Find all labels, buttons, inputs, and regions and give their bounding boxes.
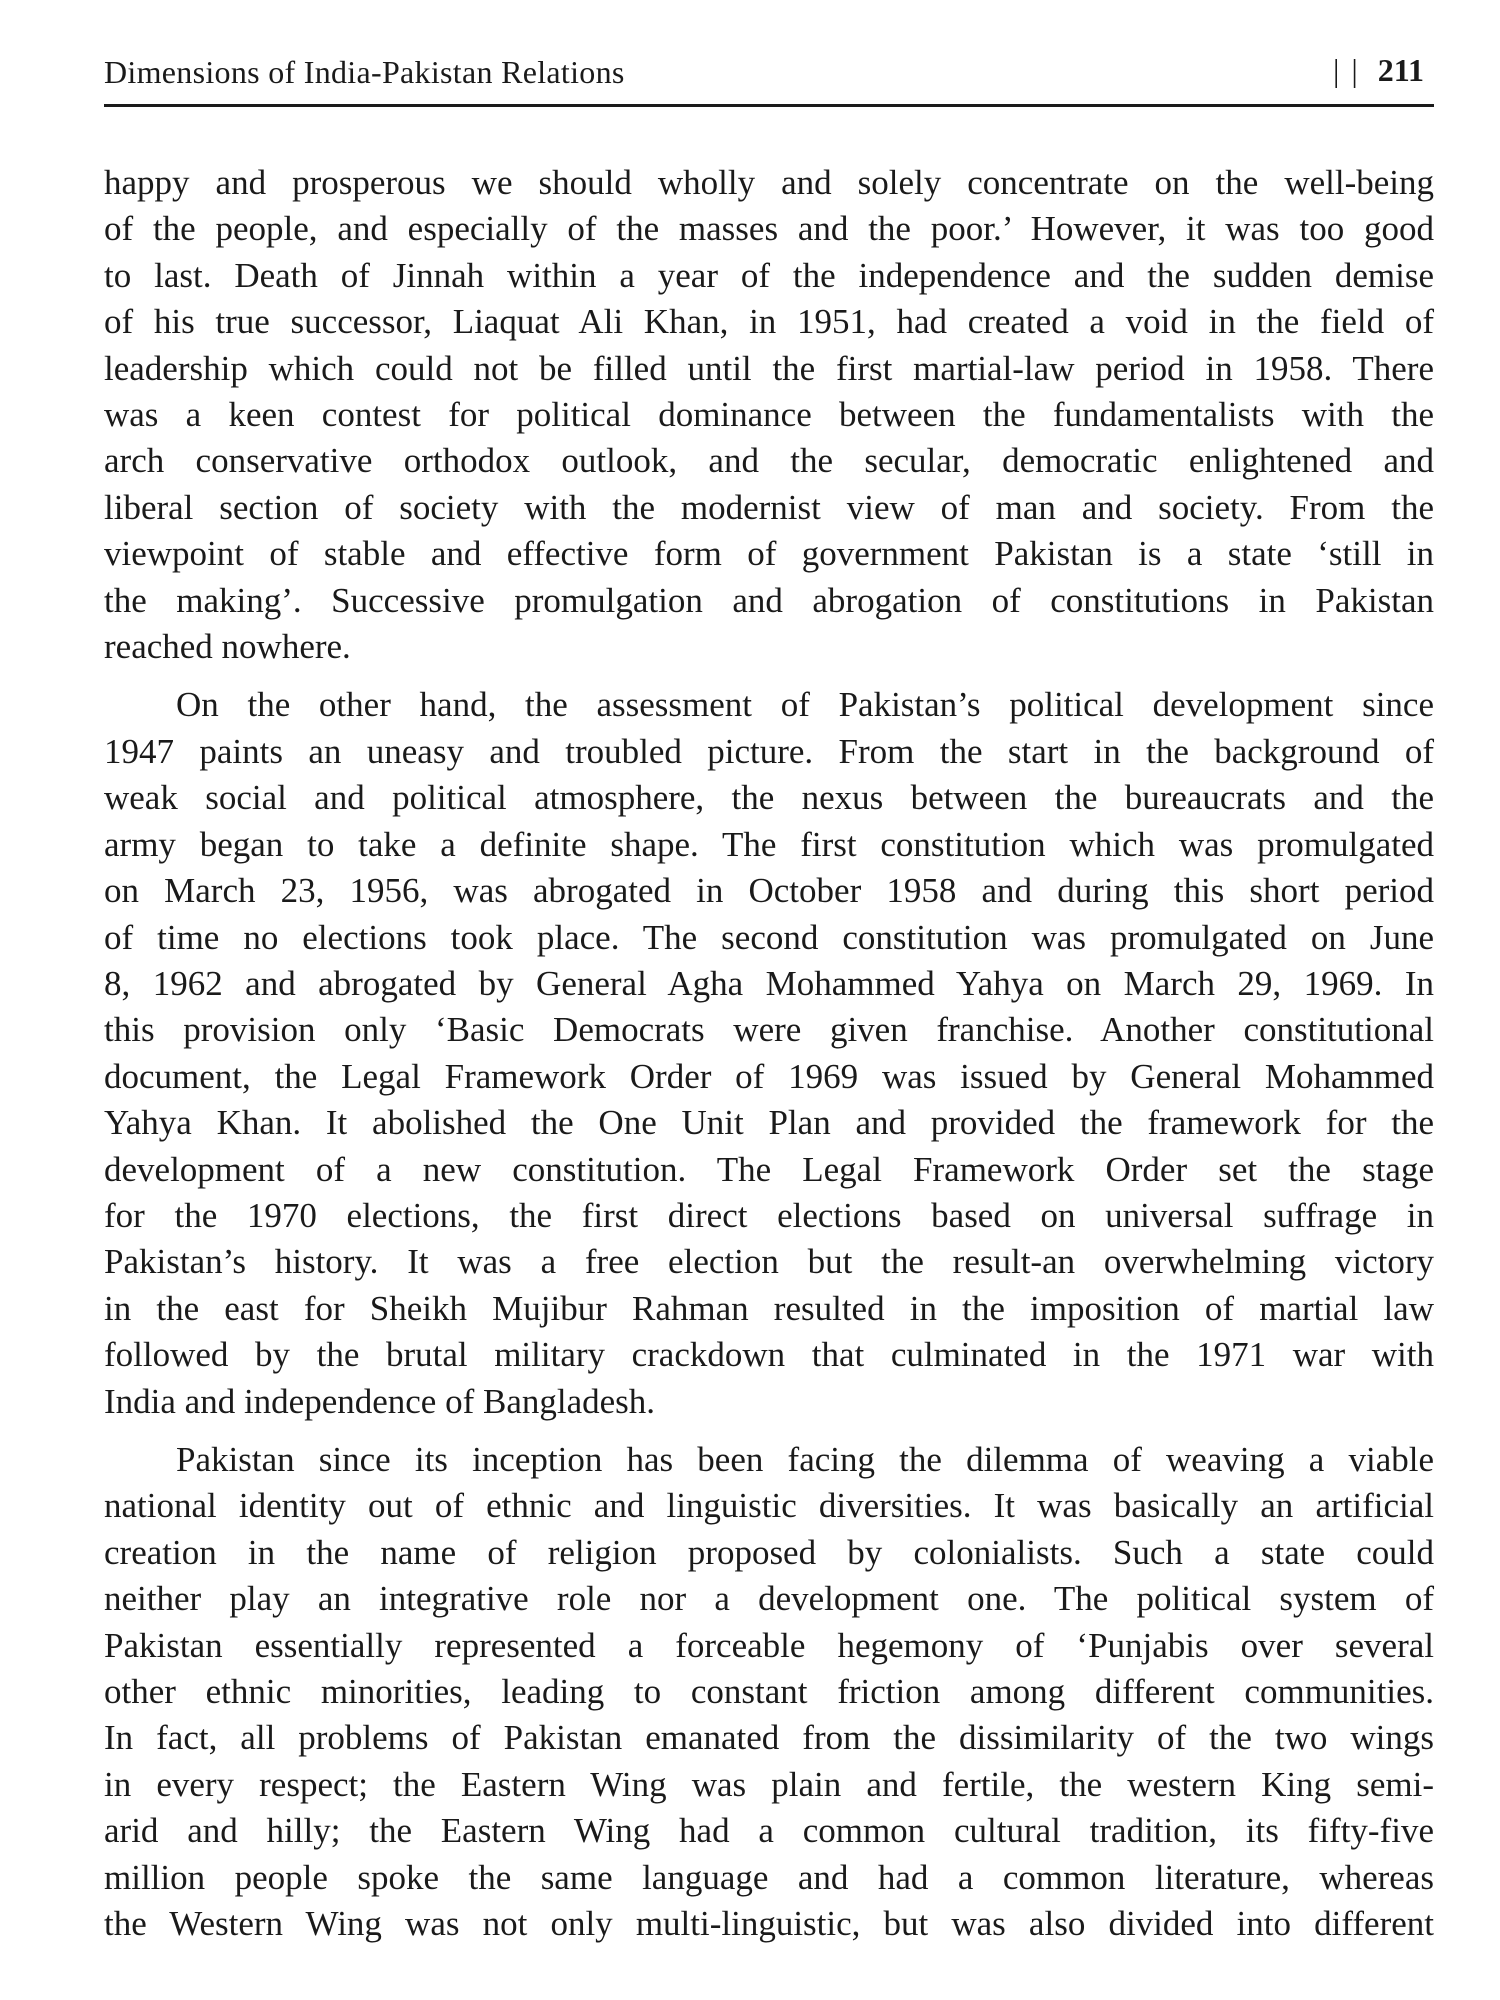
text-line: on March 23, 1956, was abrogated in October 1958 and during this short period xyxy=(104,871,1434,911)
text-line: leadership which could not be filled until the first martial-law period in 1958. There xyxy=(104,348,1434,388)
text-line: followed by the brutal military crackdown that culminated in the 1971 war with xyxy=(104,1335,1434,1375)
text-line: of the people, and especially of the masses and the poor.’ However, it was too good xyxy=(104,209,1434,249)
text-line: liberal section of society with the modernist view of man and society. From the xyxy=(104,487,1434,527)
text-line: reached nowhere. xyxy=(104,627,351,667)
text-line: 1947 paints an uneasy and troubled picture. From the start in the background of xyxy=(104,731,1434,771)
page-number-group xyxy=(1333,52,1424,89)
text-line: 8, 1962 and abrogated by General Agha Mohammed Yahya on March 29, 1969. In xyxy=(104,963,1434,1003)
page-bars: | | xyxy=(1332,52,1360,88)
text-line: In fact, all problems of Pakistan emanated from the dissimilarity of the two wings xyxy=(104,1718,1434,1758)
paragraph-1 xyxy=(104,160,1434,670)
text-line: neither play an integrative role nor a development one. The political system of xyxy=(104,1579,1434,1619)
text-line: weak social and political atmosphere, the nexus between the bureaucrats and the xyxy=(104,778,1434,818)
paragraph-2 xyxy=(104,682,1434,1425)
text-line: Pakistan’s history. It was a free election but the result-an overwhelming victory xyxy=(104,1242,1434,1282)
text-line: document, the Legal Framework Order of 1969 was issued by General Mohammed xyxy=(104,1056,1434,1096)
running-title: Dimensions of India-Pakistan Relations xyxy=(104,54,625,90)
text-line: viewpoint of stable and effective form of government Pakistan is a state ‘still in xyxy=(104,534,1434,574)
text-line: arch conservative orthodox outlook, and the secular, democratic enlightened and xyxy=(104,441,1434,481)
text-line: Yahya Khan. It abolished the One Unit Plan and provided the framework for the xyxy=(104,1103,1434,1143)
text-line: development of a new constitution. The Legal Framework Order set the stage xyxy=(104,1149,1434,1189)
text-line: Pakistan essentially represented a forceable hegemony of ‘Punjabis over several xyxy=(104,1625,1434,1665)
text-line: million people spoke the same language and had a common literature, whereas xyxy=(104,1857,1434,1897)
text-line: national identity out of ethnic and linguistic diversities. It was basically an artificial xyxy=(104,1486,1434,1526)
text-line: On the other hand, the assessment of Pakistan’s political development since xyxy=(176,685,1434,725)
text-line: this provision only ‘Basic Democrats were given franchise. Another constitutional xyxy=(104,1010,1434,1050)
paragraph-3 xyxy=(104,1437,1434,1947)
text-line: Pakistan since its inception has been facing the dilemma of weaving a viable xyxy=(176,1439,1434,1479)
text-line: other ethnic minorities, leading to constant friction among different communities. xyxy=(104,1672,1434,1711)
page-number: 211 xyxy=(1377,52,1424,88)
text-line: happy and prosperous we should wholly and solely concentrate on the well-being xyxy=(104,163,1434,202)
text-line: was a keen contest for political dominance between the fundamentalists with the xyxy=(104,395,1434,435)
text-line: of time no elections took place. The second constitution was promulgated on June xyxy=(104,917,1434,957)
running-header xyxy=(104,50,1434,107)
text-line: in the east for Sheikh Mujibur Rahman resulted in the imposition of martial law xyxy=(104,1288,1434,1328)
text-line: the making’. Successive promulgation and abrogation of constitutions in Pakistan xyxy=(104,580,1434,620)
text-line: arid and hilly; the Eastern Wing had a common cultural tradition, its fifty-five xyxy=(104,1811,1434,1851)
text-line: for the 1970 elections, the first direct elections based on universal suffrage in xyxy=(104,1195,1434,1235)
body-text xyxy=(104,160,1434,1959)
text-line: the Western Wing was not only multi-linguistic, but was also divided into different xyxy=(104,1904,1434,1944)
text-line: to last. Death of Jinnah within a year of the independence and the sudden demise xyxy=(104,255,1434,295)
text-line: in every respect; the Eastern Wing was plain and fertile, the western King semi- xyxy=(104,1764,1434,1804)
text-line: army began to take a definite shape. The first constitution which was promulgated xyxy=(104,824,1434,864)
text-line: creation in the name of religion proposed by colonialists. Such a state could xyxy=(104,1532,1434,1572)
text-line: of his true successor, Liaquat Ali Khan, in 1951, had created a void in the field of xyxy=(104,302,1434,342)
text-line: India and independence of Bangladesh. xyxy=(104,1381,656,1421)
